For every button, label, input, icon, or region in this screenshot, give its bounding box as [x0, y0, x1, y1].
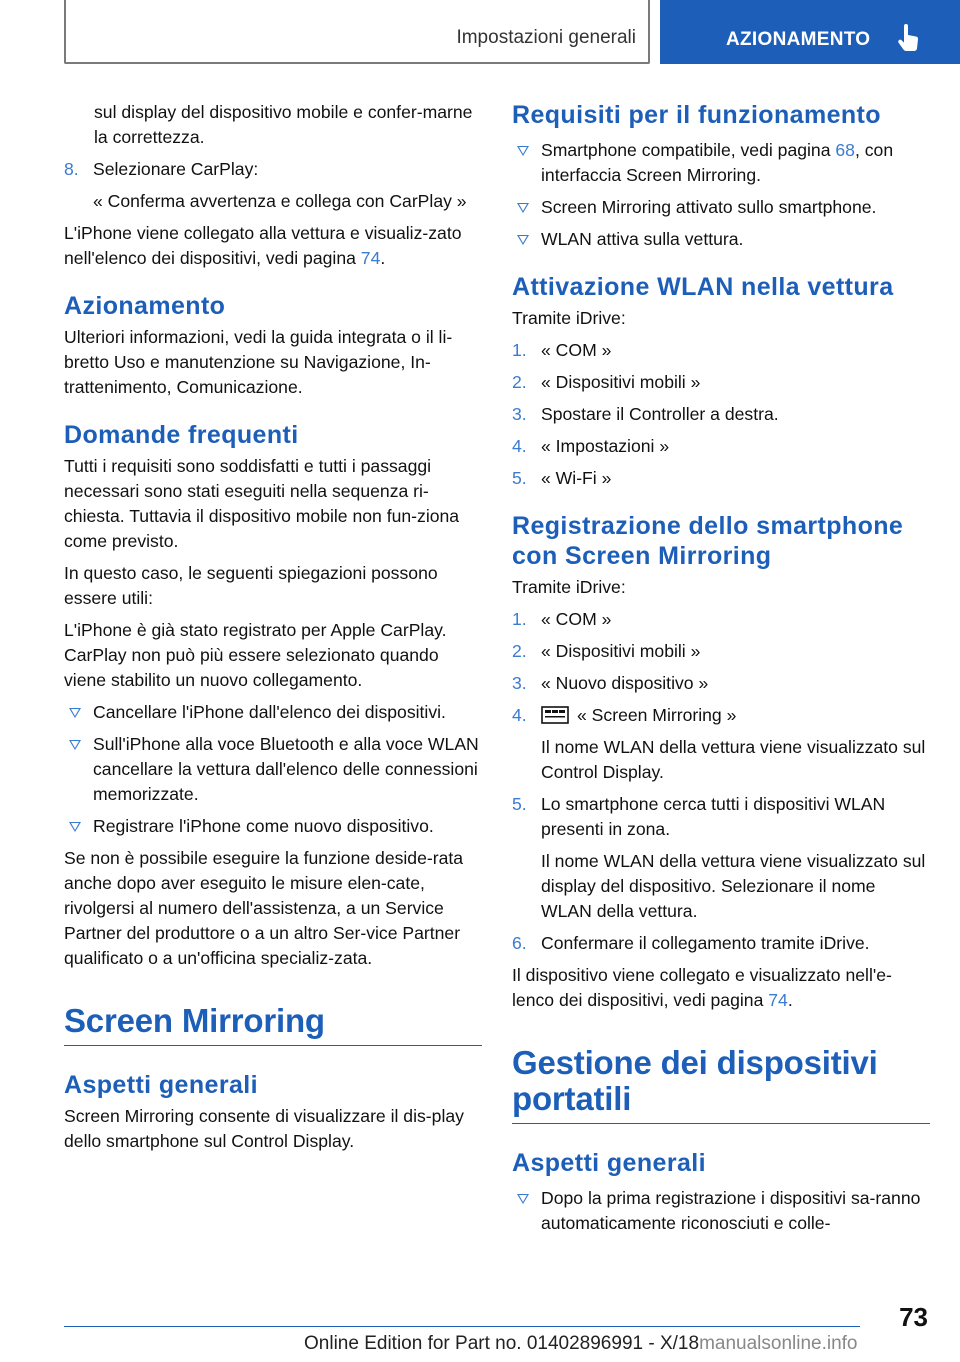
page-number: 73	[899, 1302, 928, 1332]
step-item: 1. « COM »	[512, 609, 612, 629]
paragraph: L'iPhone è già stato registrato per Apple CarPlay. CarPlay non può più essere selezionato quando viene stabilito un nuovo collegamento.	[64, 620, 447, 690]
bullet-item: Registrare l'iPhone come nuovo dispositivo.	[64, 814, 482, 839]
paragraph: In questo caso, le seguenti spiegazioni possono essere utili:	[64, 563, 438, 608]
section-heading: Aspetti generali	[64, 1071, 258, 1099]
triangle-bullet-icon	[517, 235, 529, 245]
step-item: 4. « Impostazioni »	[512, 436, 670, 456]
paragraph: Ulteriori informazioni, vedi la guida integrata o il li-bretto Uso e manutenzione su Navigazione, In-trattenimento, Comunicazione.	[64, 327, 453, 397]
chapter-tab	[660, 0, 960, 64]
bullet-item: Screen Mirroring attivato sullo smartphone.	[512, 195, 930, 220]
step-subtext: « Conferma avvertenza e collega con CarPlay »	[93, 191, 467, 211]
step-item: 6. Confermare il collegamento tramite iDrive.	[512, 933, 870, 953]
triangle-bullet-icon	[517, 1194, 529, 1204]
section-heading: Requisiti per il funzionamento	[512, 101, 881, 129]
paragraph: sul display del dispositivo mobile e confer-marne la correttezza.	[94, 102, 473, 147]
step-text: Selezionare CarPlay:	[93, 159, 259, 179]
paragraph: Tutti i requisiti sono soddisfatti e tutti i passaggi necessari sono stati eseguiti nella sequenza ri-chiesta. Tuttavia il dispositivo mobile non fun-ziona come previsto.	[64, 456, 460, 551]
screen-mirroring-icon	[541, 706, 569, 724]
left-column	[64, 100, 482, 1161]
step-item: 2. « Dispositivi mobili »	[512, 372, 701, 392]
section-heading: Registrazione dello smartphone con Screen Mirroring	[512, 512, 904, 570]
paragraph: L'iPhone viene collegato alla vettura e visualiz-zato nell'elenco dei dispositivi, vedi pagina 74.	[64, 223, 462, 268]
section-heading: Azionamento	[64, 292, 226, 320]
chapter-heading: Screen Mirroring	[64, 1003, 482, 1046]
section-heading: Domande frequenti	[64, 421, 299, 449]
triangle-bullet-icon	[69, 740, 81, 750]
bullet-item: Sull'iPhone alla voce Bluetooth e alla voce WLAN cancellare la vettura dall'elenco delle connessioni memorizzate.	[64, 732, 482, 807]
step-item: 4. « Screen Mirroring » Il nome WLAN della vettura viene visualizzato sul Control Display.	[512, 703, 930, 785]
bullet-item: Dopo la prima registrazione i dispositivi sa-ranno automaticamente riconosciuti e colle-	[512, 1186, 930, 1236]
right-column	[512, 100, 930, 1243]
paragraph: Il dispositivo viene collegato e visualizzato nell'e-lenco dei dispositivi, vedi pagina 74.	[512, 965, 892, 1010]
step-subtext: Il nome WLAN della vettura viene visualizzato sul Control Display.	[541, 737, 926, 782]
page-link[interactable]: 74	[768, 990, 788, 1010]
hand-pointer-icon	[898, 24, 920, 52]
step-item: 5. Lo smartphone cerca tutti i dispositivi WLAN presenti in zona. Il nome WLAN della vettura viene visualizzato sul display del dispositivo. Selezionare il nome WLAN della vettura.	[512, 792, 930, 924]
paragraph: Screen Mirroring consente di visualizzare il dis-play dello smartphone sul Control Display.	[64, 1106, 464, 1151]
triangle-bullet-icon	[69, 822, 81, 832]
bullet-item: Smartphone compatibile, vedi pagina 68, con interfaccia Screen Mirroring.	[512, 138, 930, 188]
step-item: 5. « Wi-Fi »	[512, 468, 612, 488]
page-link[interactable]: 74	[360, 248, 381, 268]
step-number: 8.	[64, 159, 79, 179]
step-8	[64, 157, 482, 214]
page-link[interactable]: 68	[835, 140, 855, 160]
step-item: 3. Spostare il Controller a destra.	[512, 404, 779, 424]
step-item: 2. « Dispositivi mobili »	[512, 641, 701, 661]
step-subtext: Il nome WLAN della vettura viene visualizzato sul display del dispositivo. Selezionare il nome WLAN della vettura.	[541, 851, 926, 921]
triangle-bullet-icon	[69, 708, 81, 718]
bullet-item: WLAN attiva sulla vettura.	[512, 227, 930, 252]
section-title: Impostazioni generali	[456, 27, 636, 48]
triangle-bullet-icon	[517, 203, 529, 213]
watermark: manualsonline.info	[699, 1333, 858, 1354]
paragraph: Tramite iDrive:	[512, 308, 626, 328]
section-tab	[64, 0, 650, 64]
section-heading: Attivazione WLAN nella vettura	[512, 273, 894, 301]
footer-edition: Online Edition for Part no. 01402896991 - X/18manualsonline.info	[304, 1333, 858, 1354]
section-heading: Aspetti generali	[512, 1149, 706, 1177]
chapter-title: AZIONAMENTO	[726, 29, 871, 50]
triangle-bullet-icon	[517, 146, 529, 156]
chapter-heading: Gestione dei dispositivi portatili	[512, 1045, 930, 1124]
page-header	[64, 0, 960, 64]
step-item: 1. « COM »	[512, 340, 612, 360]
paragraph: Se non è possibile eseguire la funzione deside-rata anche dopo aver eseguito le misure elen-cate, rivolgersi al numero dell'assistenza, a un Service Partner del produttore o a un altro Ser-vice Partner qualificato o a un'officina specializ-zata.	[64, 848, 464, 968]
paragraph: Tramite iDrive:	[512, 577, 626, 597]
footer-divider	[64, 1326, 860, 1327]
bullet-item: Cancellare l'iPhone dall'elenco dei dispositivi.	[64, 700, 482, 725]
step-item: 3. « Nuovo dispositivo »	[512, 673, 709, 693]
